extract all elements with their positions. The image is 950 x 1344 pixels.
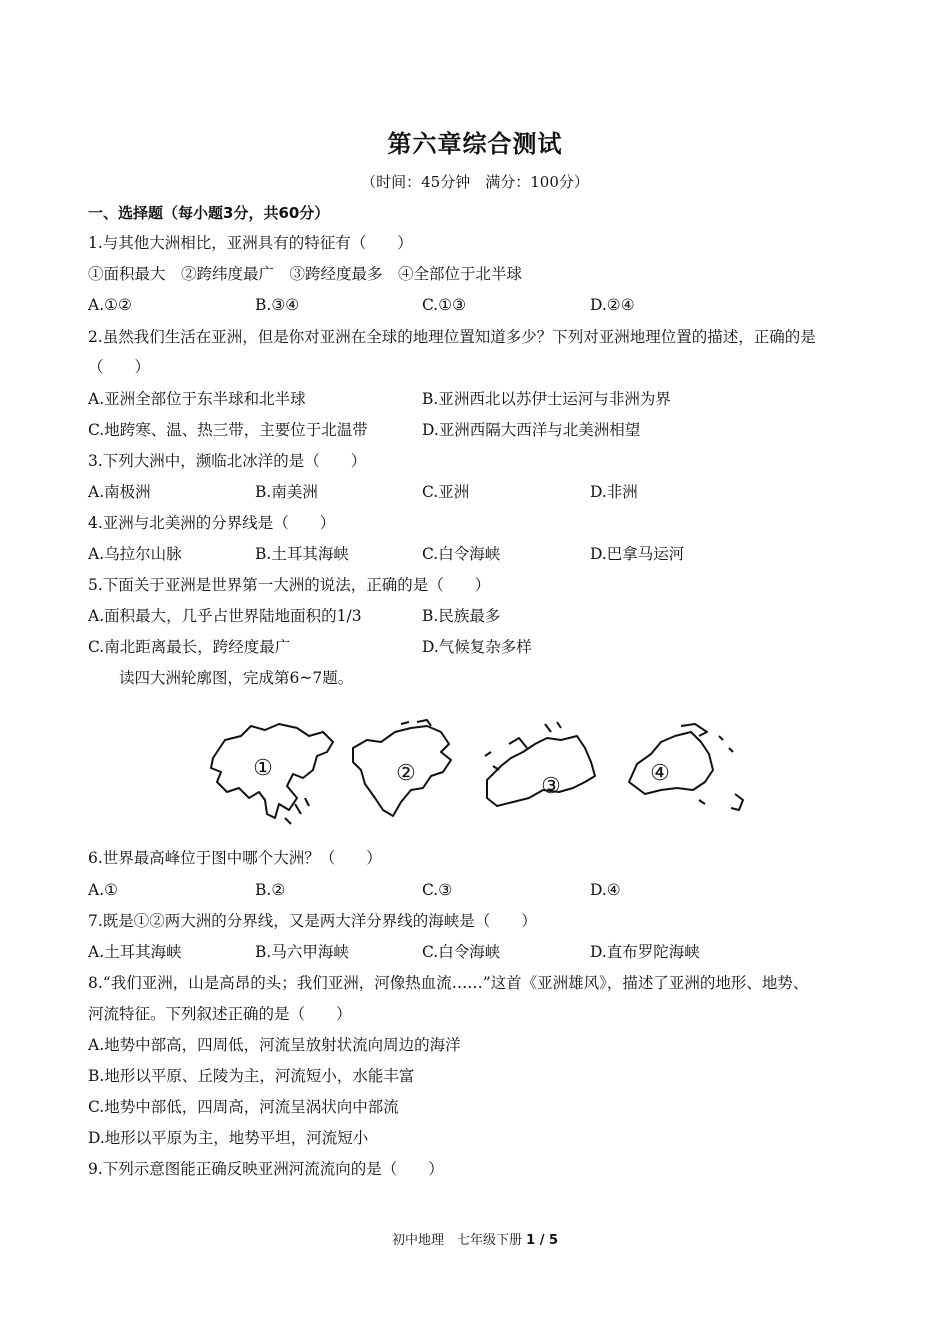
map-label-3: ③ <box>541 774 561 799</box>
q3-option-d: D.非洲 <box>590 483 638 501</box>
q1-option-b: B.③④ <box>255 296 300 314</box>
q4-option-d: D.巴拿马运河 <box>590 545 685 563</box>
q4-option-b: B.土耳其海峡 <box>255 545 349 563</box>
q6-stem: 6.世界最高峰位于图中哪个大洲？（ ） <box>88 849 382 867</box>
exam-info: （时间：45分钟 满分：100分） <box>361 173 589 191</box>
q2-option-a: A.亚洲全部位于东半球和北半球 <box>88 390 306 408</box>
map-label-4: ④ <box>650 761 670 786</box>
q4-stem: 4.亚洲与北美洲的分界线是（ ） <box>88 514 336 532</box>
q6-option-a: A.① <box>88 881 119 899</box>
oceania-outline <box>629 732 713 794</box>
q2-option-c: C.地跨寒、温、热三带，主要位于北温带 <box>88 421 368 439</box>
page-title: 第六章综合测试 <box>387 130 563 158</box>
q2-stem-cont: （ ） <box>88 358 151 376</box>
q9-stem: 9.下列示意图能正确反映亚洲河流流向的是（ ） <box>88 1160 444 1178</box>
q4-option-c: C.白令海峡 <box>422 545 501 563</box>
q7-stem: 7.既是①②两大洲的分界线，又是两大洋分界线的海峡是（ ） <box>88 912 537 930</box>
q3-stem: 3.下列大洲中，濒临北冰洋的是（ ） <box>88 452 367 470</box>
section-heading: 一、选择题（每小题3分，共60分） <box>88 204 330 222</box>
q7-option-b: B.马六甲海峡 <box>255 943 349 961</box>
q7-option-c: C.白令海峡 <box>422 943 501 961</box>
map-label-1: ① <box>253 756 273 781</box>
footer-text: 初中地理 七年级下册 <box>391 1233 522 1248</box>
q1-option-d: D.②④ <box>590 296 635 314</box>
q5-option-d: D.气候复杂多样 <box>422 638 532 656</box>
page-number: 1 / 5 <box>526 1233 559 1248</box>
q8-option-b: B.地形以平原、丘陵为主，河流短小，水能丰富 <box>88 1067 415 1085</box>
q7-option-d: D.直布罗陀海峡 <box>590 943 700 961</box>
reading-instruction: 读四大洲轮廓图，完成第6~7题。 <box>119 669 354 687</box>
q3-option-a: A.南极洲 <box>88 483 151 501</box>
q8-option-c: C.地势中部低，四周高，河流呈涡状向中部流 <box>88 1098 399 1116</box>
q4-option-a: A.乌拉尔山脉 <box>88 545 182 563</box>
map-label-2: ② <box>396 761 416 786</box>
q1-items: ①面积最大 ②跨纬度最广 ③跨经度最多 ④全部位于北半球 <box>88 265 523 283</box>
q5-stem: 5.下面关于亚洲是世界第一大洲的说法，正确的是（ ） <box>88 576 491 594</box>
q1-option-a: A.①② <box>88 296 132 314</box>
q3-option-c: C.亚洲 <box>422 483 470 501</box>
q6-option-d: D.④ <box>590 881 621 899</box>
q7-option-a: A.土耳其海峡 <box>88 943 182 961</box>
q6-option-c: C.③ <box>422 881 453 899</box>
q1-option-c: C.①③ <box>422 296 467 314</box>
q5-option-c: C.南北距离最长，跨经度最广 <box>88 638 291 656</box>
q2-stem: 2.虽然我们生活在亚洲，但是你对亚洲在全球的地理位置知道多少？下列对亚洲地理位置的描述，正确的是 <box>88 328 816 346</box>
q8-stem-cont: 河流特征。下列叙述正确的是（ ） <box>88 1005 352 1023</box>
q5-option-b: B.民族最多 <box>422 607 501 625</box>
continent-outline-maps <box>205 718 765 834</box>
q5-option-a: A.面积最大，几乎占世界陆地面积的1/3 <box>88 607 362 625</box>
q2-option-b: B.亚洲西北以苏伊士运河与非洲为界 <box>422 390 671 408</box>
q8-option-d: D.地形以平原为主，地势平坦，河流短小 <box>88 1129 369 1147</box>
q1-stem: 1.与其他大洲相比，亚洲具有的特征有（ ） <box>88 234 413 252</box>
q2-option-d: D.亚洲西隔大西洋与北美洲相望 <box>422 421 641 439</box>
q8-option-a: A.地势中部高，四周低，河流呈放射状流向周边的海洋 <box>88 1036 461 1054</box>
q8-stem: 8.“我们亚洲，山是高昂的头；我们亚洲，河像热血流……”这首《亚洲雄风》，描述了亚洲的地形、地势、 <box>88 974 809 992</box>
page-footer <box>0 1229 950 1248</box>
q3-option-b: B.南美洲 <box>255 483 318 501</box>
q6-option-b: B.② <box>255 881 286 899</box>
